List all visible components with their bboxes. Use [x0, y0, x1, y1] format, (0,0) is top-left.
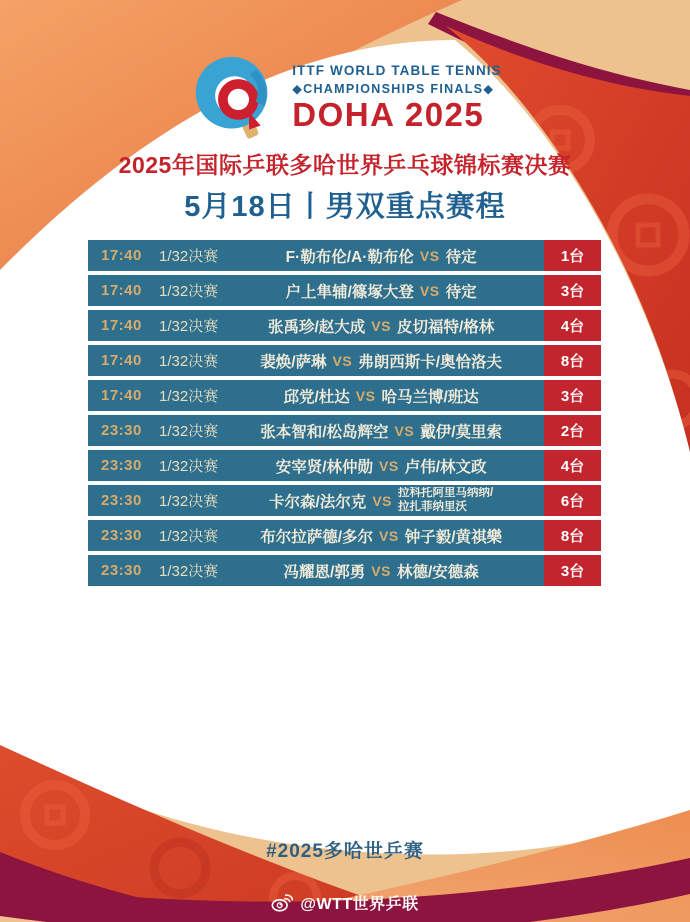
logo-line2: ◆CHAMPIONSHIPS FINALS◆	[292, 82, 495, 97]
matchup	[218, 350, 544, 372]
weibo-icon	[271, 893, 293, 912]
matchup	[218, 385, 544, 407]
table-number-badge: 4台	[544, 450, 601, 481]
match-time: 17:40	[101, 282, 142, 299]
schedule-row-main	[88, 520, 544, 551]
team1-names: 张本智和/松岛辉空	[260, 423, 389, 441]
match-time: 23:30	[101, 422, 142, 439]
match-round: 1/32决赛	[159, 248, 219, 265]
matchup	[218, 487, 544, 515]
footer-bar	[0, 891, 690, 914]
team1-names: 户上隼辅/篠塚大登	[285, 283, 414, 301]
table-number-badge: 3台	[544, 380, 601, 411]
footer-handle: @WTT世界乒联	[300, 896, 419, 913]
doha-q-logo-icon	[188, 52, 280, 144]
table-number-badge: 6台	[544, 485, 601, 516]
vs-label: VS	[419, 282, 440, 299]
schedule-row	[88, 485, 601, 516]
match-time: 17:40	[101, 352, 142, 369]
team1-names: 裴焕/萨琳	[260, 353, 327, 371]
vs-label: VS	[379, 527, 399, 544]
vs-label: VS	[332, 352, 353, 369]
team2-names: 待定	[445, 248, 477, 266]
match-round: 1/32决赛	[159, 528, 219, 545]
team2-names: 林德/安德森	[396, 563, 479, 581]
table-number-badge: 2台	[544, 415, 601, 446]
team1-names: 布尔拉萨德/多尔	[260, 528, 373, 546]
match-round: 1/32决赛	[159, 493, 219, 510]
hashtag-text: #2025多哈世乒赛	[266, 841, 424, 862]
schedule-row-main	[88, 485, 544, 516]
poster-subtitle: 5月18日丨男双重点赛程	[184, 191, 506, 223]
team1-names: 邱党/杜达	[283, 388, 350, 406]
schedule-row	[88, 380, 601, 411]
schedule-row	[88, 555, 601, 586]
schedule-row-main	[88, 240, 544, 271]
matchup	[218, 525, 544, 547]
vs-label: VS	[355, 387, 376, 404]
matchup	[218, 245, 544, 267]
vs-label: VS	[371, 317, 391, 334]
vs-label: VS	[419, 247, 440, 264]
match-round: 1/32决赛	[159, 318, 219, 335]
matchup	[218, 560, 544, 582]
team1-names: F·勒布伦/A·勒布伦	[285, 248, 414, 266]
team1-names: 冯耀恩/郭勇	[283, 563, 366, 581]
team1-names: 张禹珍/赵大成	[267, 318, 366, 336]
team2-names: 戴伊/莫里索	[420, 423, 502, 441]
table-number-badge: 8台	[544, 520, 601, 551]
schedule-row	[88, 345, 601, 376]
vs-label: VS	[371, 562, 391, 579]
schedule-row-main	[88, 310, 544, 341]
schedule-row	[88, 520, 601, 551]
schedule-row	[88, 240, 601, 271]
table-number-badge: 3台	[544, 555, 601, 586]
vs-label: VS	[394, 422, 415, 439]
matchup	[218, 420, 544, 442]
event-logo	[0, 52, 690, 144]
vs-label: VS	[372, 492, 392, 509]
team2-names: 皮切福特/格林	[396, 318, 495, 336]
team2-names: 卢伟/林文政	[404, 458, 487, 476]
logo-line1: ITTF WORLD TABLE TENNIS	[292, 63, 502, 79]
matchup	[218, 280, 544, 302]
schedule-row-main	[88, 275, 544, 306]
team1-names: 安宰贤/林仲勋	[275, 458, 373, 476]
schedule-row-main	[88, 555, 544, 586]
table-number-badge: 1台	[544, 240, 601, 271]
match-time: 17:40	[101, 317, 142, 334]
match-time: 23:30	[101, 562, 142, 579]
vs-label: VS	[379, 457, 399, 474]
match-round: 1/32决赛	[159, 458, 219, 475]
logo-line3: DOHA 2025	[292, 96, 485, 134]
team2-names: 拉科托阿里马纳纳/ 拉扎菲纳里沃	[398, 486, 494, 513]
poster-title: 2025年国际乒联多哈世界乒乓球锦标赛决赛	[118, 152, 572, 178]
match-round: 1/32决赛	[159, 423, 219, 440]
schedule-table	[88, 240, 601, 586]
match-round: 1/32决赛	[159, 563, 219, 580]
team2-names: 钟子毅/黄祺樂	[404, 528, 502, 546]
match-time: 23:30	[101, 527, 142, 544]
team1-names: 卡尔森/法尔克	[269, 493, 367, 511]
match-time: 17:40	[101, 247, 142, 264]
matchup	[218, 315, 544, 337]
schedule-row	[88, 415, 601, 446]
match-time: 23:30	[101, 492, 142, 509]
logo-wordmark	[292, 63, 502, 133]
matchup	[218, 455, 544, 477]
schedule-row-main	[88, 415, 544, 446]
match-time: 23:30	[101, 457, 142, 474]
table-number-badge: 3台	[544, 275, 601, 306]
schedule-row	[88, 310, 601, 341]
schedule-row-main	[88, 450, 544, 481]
match-round: 1/32决赛	[159, 388, 219, 405]
schedule-row	[88, 450, 601, 481]
team2-names: 待定	[445, 283, 477, 301]
schedule-row-main	[88, 345, 544, 376]
schedule-row-main	[88, 380, 544, 411]
match-round: 1/32决赛	[159, 283, 219, 300]
team2-names: 哈马兰博/班达	[381, 388, 479, 406]
team2-names: 弗朗西斯卡/奥恰洛夫	[358, 353, 502, 371]
table-number-badge: 8台	[544, 345, 601, 376]
match-round: 1/32决赛	[159, 353, 219, 370]
match-time: 17:40	[101, 387, 142, 404]
schedule-row	[88, 275, 601, 306]
table-number-badge: 4台	[544, 310, 601, 341]
